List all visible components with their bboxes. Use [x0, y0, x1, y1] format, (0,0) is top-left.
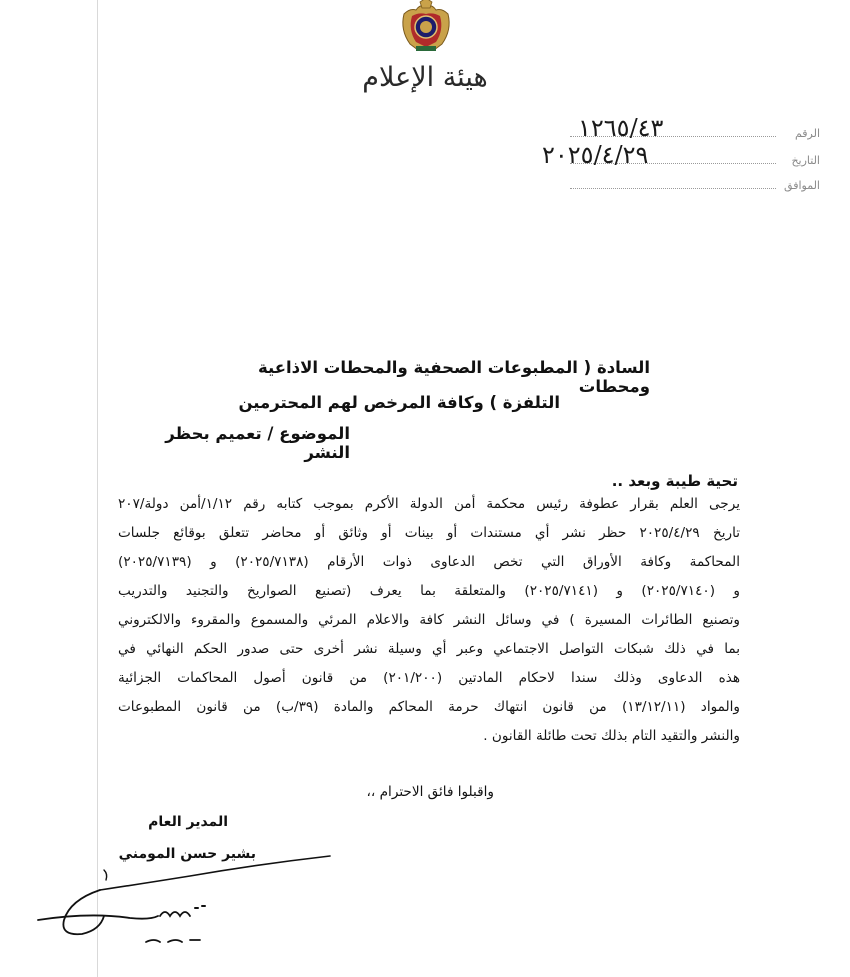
agreement-date-row — [570, 176, 820, 196]
date-label: التاريخ — [791, 154, 820, 167]
body-line: يرجى العلم بقرار عطوفة رئيس محكمة أمن الدولة الأكرم بموجب كتابه رقم ١/١٢/أمن دولة/٢٠٧ — [118, 496, 740, 512]
body-line: المحاكمة وكافة الأوراق التي تخص الدعاوى ذوات الأرقام (٢٠٢٥/٧١٣٨) و (٢٠٢٥/٧١٣٩) — [118, 554, 740, 570]
body-line: والنشر والتقيد التام بذلك تحت طائلة القانون . — [483, 728, 740, 744]
signatory-name: بشير حسن المومني — [118, 846, 256, 862]
signatory-title: المدير العام — [148, 814, 228, 830]
body-line: وتصنيع الطائرات المسيرة ) في وسائل النشر كافة والاعلام المرئي والمسموع والمقروء والالكتروني — [118, 612, 740, 628]
date-value: ٢٠٢٥/٤/٢٩ — [542, 141, 649, 169]
reference-number-value: ١٢٦٥/٤٣ — [578, 114, 664, 142]
letter-body — [118, 490, 740, 751]
date-row — [542, 141, 820, 171]
addressee-line-2: التلفزة ) وكافة المرخص لهم المحترمين — [238, 393, 560, 412]
closing-line: واقبلوا فائق الاحترام ،، — [366, 784, 494, 800]
body-line: هذه الدعاوى وذلك سندا لاحكام المادتين (٢٠١/٢٠٠) من قانون أصول المحاكمات الجزائية — [118, 670, 740, 686]
body-line: تاريخ ٢٠٢٥/٤/٢٩ حظر نشر أي مستندات أو بينات أو وثائق أو محاضر تتعلق بوقائع جلسات — [118, 525, 740, 541]
body-line: بما في ذلك شبكات التواصل الاجتماعي وعبر أي وسيلة نشر أخرى حتى صدور الحكم النهائي في — [118, 641, 740, 657]
coat-of-arms-icon — [398, 0, 454, 52]
body-line: والمواد (١٣/١٢/١١) من قانون انتهاك حرمة المحاكم والمادة (٣٩/ب) من قانون المطبوعات — [118, 699, 740, 715]
page-margin-line — [97, 0, 98, 977]
subject-line: الموضوع / تعميم بحظر النشر — [165, 424, 350, 462]
handwritten-signature — [30, 850, 340, 960]
addressee-line-1: السادة ( المطبوعات الصحفية والمحطات الاذاعية ومحطات — [257, 358, 650, 396]
body-line: و (٢٠٢٥/٧١٤٠) و (٢٠٢٥/٧١٤١) والمتعلقة بما يعرف (تصنيع الصواريخ والتجنيد والتدريب — [118, 583, 740, 599]
agreement-date-dotted-line — [570, 188, 776, 189]
agreement-date-label: الموافق — [784, 179, 820, 192]
greeting: تحية طيبة وبعد .. — [611, 472, 738, 490]
reference-number-label: الرقم — [794, 127, 820, 140]
organization-name: هيئة الإعلام — [362, 62, 488, 93]
